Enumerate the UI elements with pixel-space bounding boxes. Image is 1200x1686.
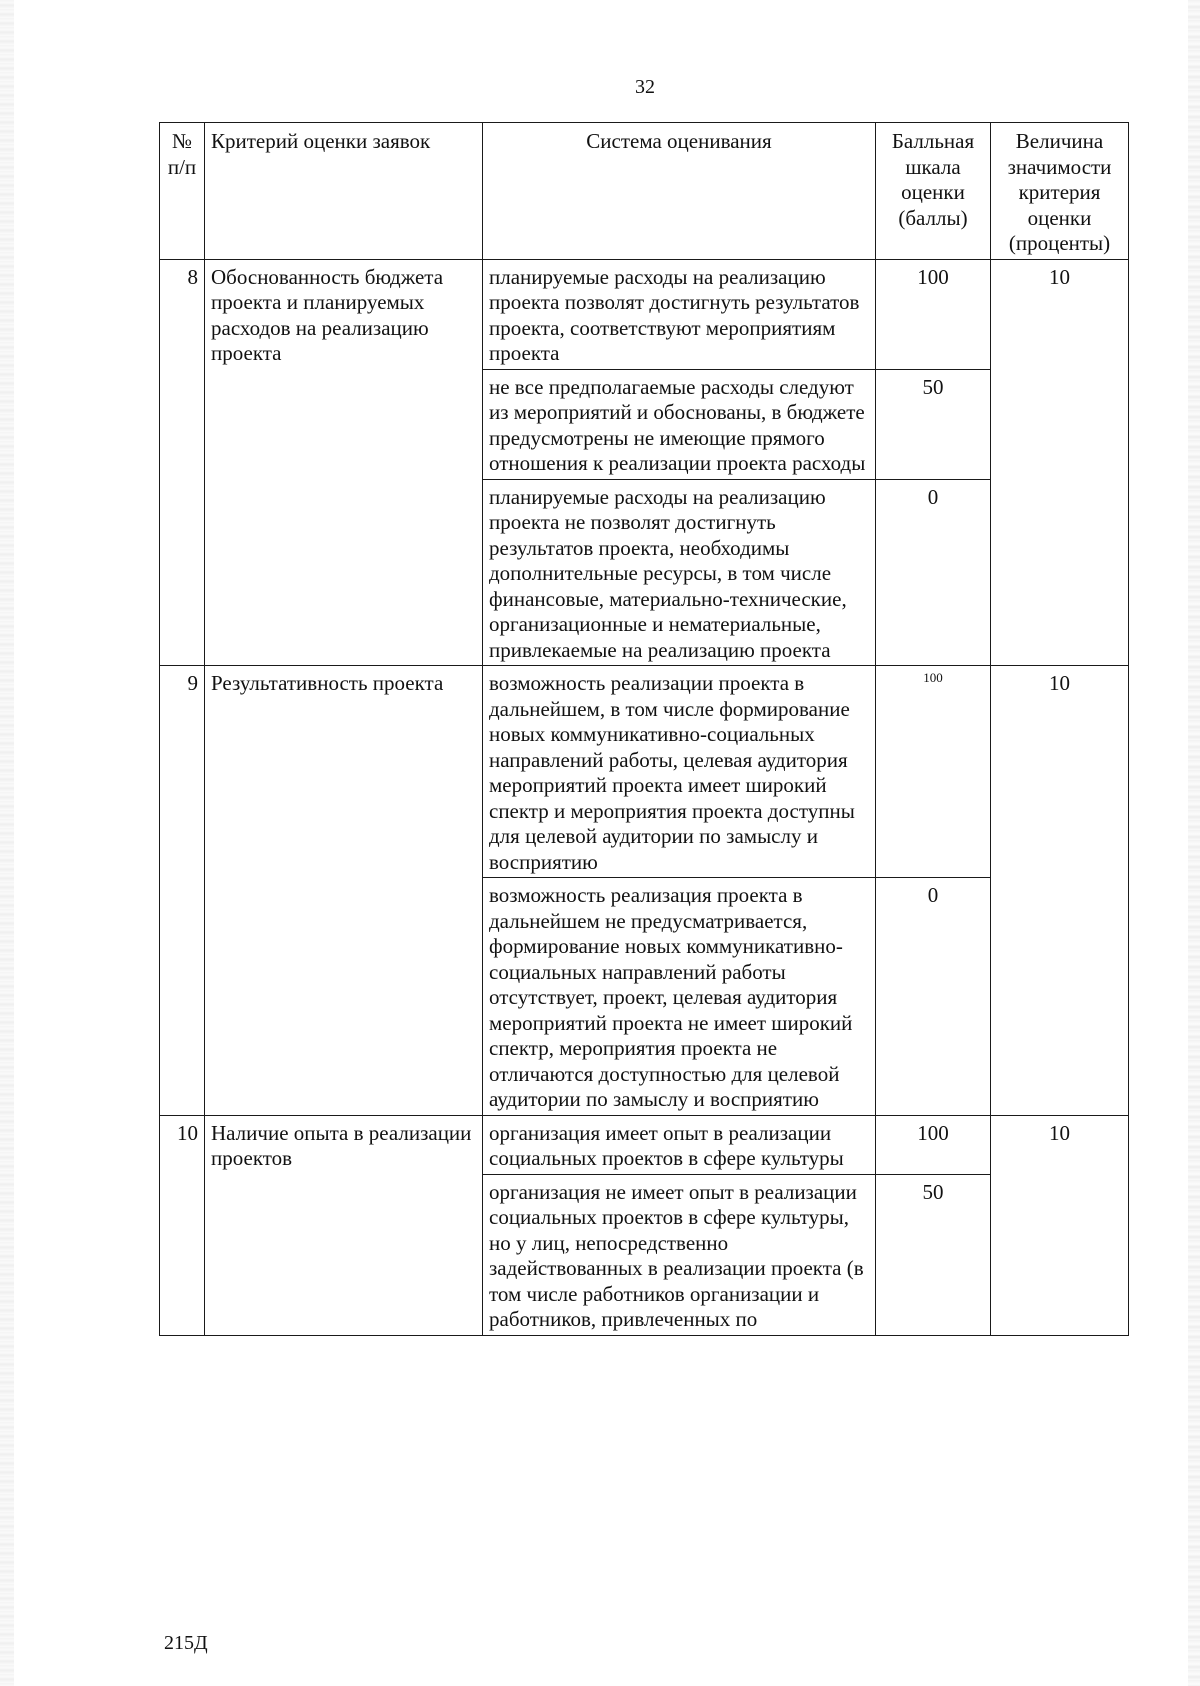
row-criterion: Наличие опыта в реализации проектов (205, 1115, 483, 1335)
option-score-small: 100 (923, 670, 943, 685)
header-system: Система оценивания (483, 123, 876, 260)
option-text: организация не имеет опыт в реализации социальных проектов в сфере культуры, но у лиц, непосредственно задействованных в реализации проекта (в том числе работников организации и работников, привлеченных по (483, 1174, 876, 1335)
header-num: № п/п (160, 123, 205, 260)
page-number: 32 (635, 76, 655, 98)
row-num: 10 (160, 1115, 205, 1335)
row-criterion: Результативность проекта (205, 666, 483, 1116)
row-num: 9 (160, 666, 205, 1116)
table-header-row (160, 123, 1129, 260)
option-text: планируемые расходы на реализацию проекта позволят достигнуть результатов проекта, соответствуют мероприятиям проекта (483, 259, 876, 369)
row-weight: 10 (991, 666, 1129, 1116)
option-text: возможность реализации проекта в дальнейшем, в том числе формирование новых коммуникативно-социальных направлений работы, целевая аудитория мероприятий проекта имеет широкий спектр и мероприятия проекта доступны для целевой аудитории по замыслу и восприятию (483, 666, 876, 878)
header-weight: Величина значимости критерия оценки (проценты) (991, 123, 1129, 260)
document-code: 215Д (164, 1632, 208, 1654)
option-score: 0 (876, 479, 991, 666)
scan-edge-left (0, 0, 14, 1686)
option-text: планируемые расходы на реализацию проекта не позволят достигнуть результатов проекта, необходимы дополнительные ресурсы, в том числе финансовые, материально-технические, организационные и нематериальные, привлекаемые на реализацию проекта (483, 479, 876, 666)
header-score: Балльная шкала оценки (баллы) (876, 123, 991, 260)
option-score: 50 (876, 369, 991, 479)
row-weight: 10 (991, 259, 1129, 666)
table-row (160, 1115, 1129, 1174)
option-score: 100 (876, 259, 991, 369)
row-num: 8 (160, 259, 205, 666)
row-criterion: Обоснованность бюджета проекта и планируемых расходов на реализацию проекта (205, 259, 483, 666)
header-criterion: Критерий оценки заявок (205, 123, 483, 260)
table-row (160, 259, 1129, 369)
row-weight: 10 (991, 1115, 1129, 1335)
option-text: организация имеет опыт в реализации социальных проектов в сфере культуры (483, 1115, 876, 1174)
option-score: 0 (876, 878, 991, 1116)
option-text: возможность реализация проекта в дальнейшем не предусматривается, формирование новых коммуникативно-социальных направлений работы отсутствует, проект, целевая аудитория мероприятий проекта не имеет широкий спектр, мероприятия проекта не отличаются доступностью для целевой аудитории по замыслу и восприятию (483, 878, 876, 1116)
option-score: 100 (876, 1115, 991, 1174)
table-row (160, 666, 1129, 878)
criteria-table (159, 122, 1129, 1336)
option-score: 50 (876, 1174, 991, 1335)
scan-edge-right (1188, 0, 1200, 1686)
option-text: не все предполагаемые расходы следуют из мероприятий и обоснованы, в бюджете предусмотрены не имеющие прямого отношения к реализации проекта расходы (483, 369, 876, 479)
option-score (876, 666, 991, 878)
